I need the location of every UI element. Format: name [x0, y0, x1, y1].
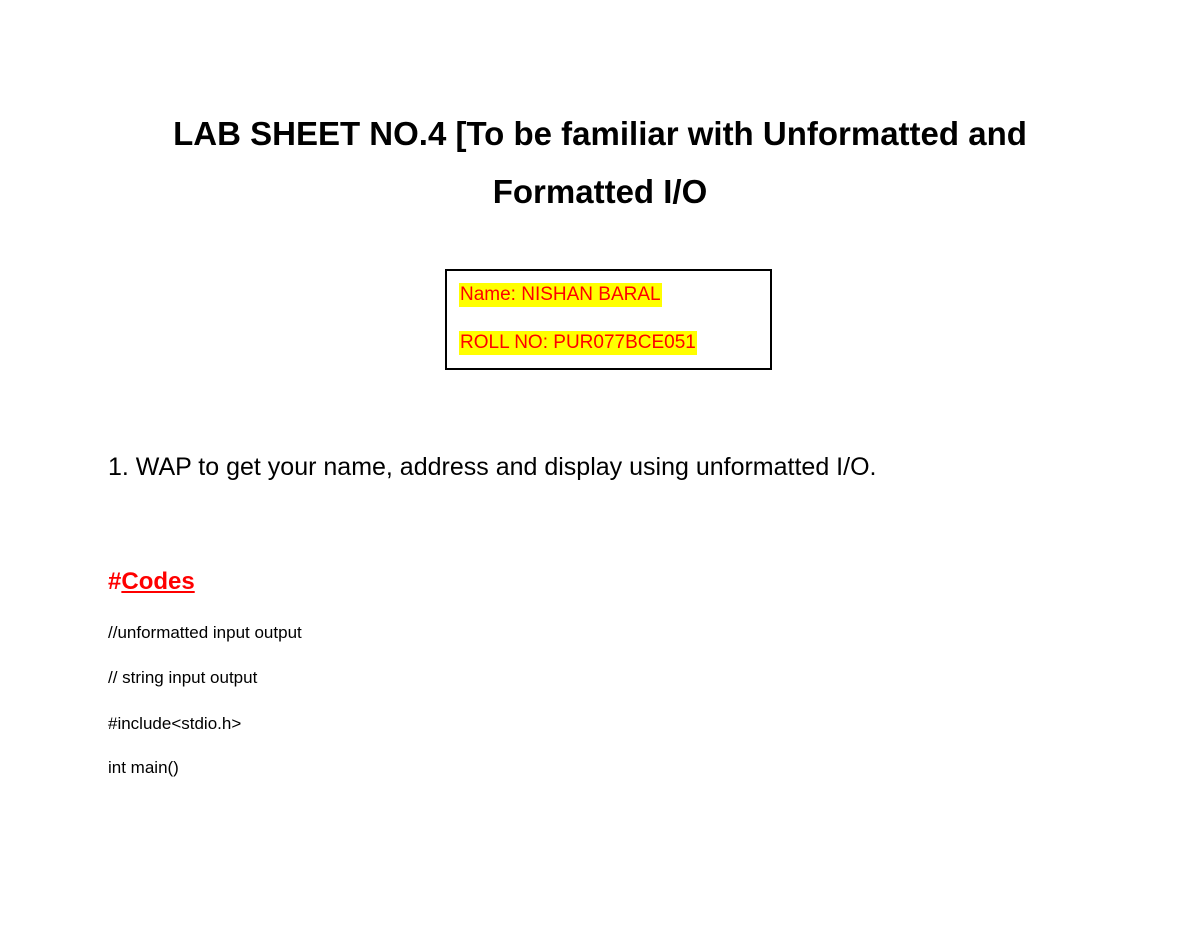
codes-heading [108, 566, 195, 598]
code-line-1: //unformatted input output [108, 623, 302, 642]
codes-hash: # [108, 568, 122, 595]
roll-number: ROLL NO: PUR077BCE051 [460, 332, 696, 353]
code-line-4: int main() [108, 758, 179, 777]
title-line-1: LAB SHEET NO.4 [To be familiar with Unformatted and [173, 115, 1027, 152]
question-1: 1. WAP to get your name, address and display using unformatted I/O. [108, 453, 877, 481]
title-line-2: Formatted I/O [492, 173, 708, 210]
page-title [100, 105, 1100, 221]
student-info-box [445, 269, 772, 370]
student-name: Name: NISHAN BARAL [460, 284, 661, 305]
code-line-2: // string input output [108, 668, 258, 687]
codes-word: Codes [121, 568, 195, 595]
code-line-3: #include<stdio.h> [108, 714, 242, 733]
